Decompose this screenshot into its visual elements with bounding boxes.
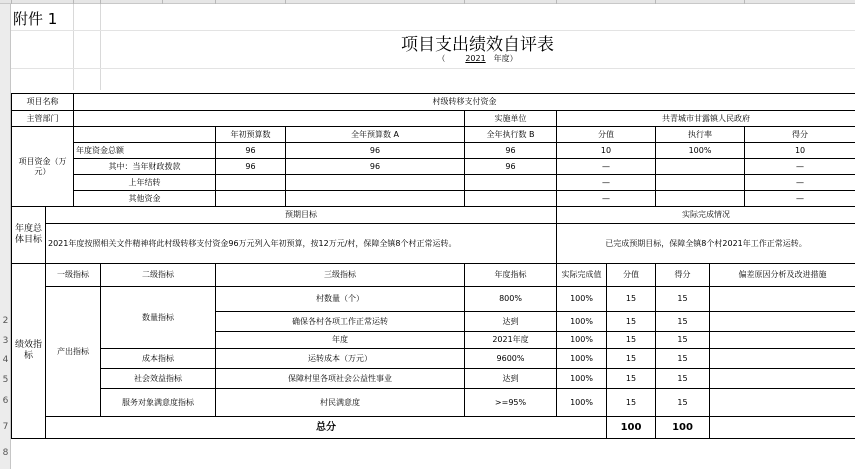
total-score-value[interactable]: 100 (607, 417, 656, 439)
annex-label: 附件 1 (13, 10, 58, 28)
funds-rate[interactable]: 100% (656, 143, 745, 159)
column-divider (655, 0, 656, 4)
funds-rate[interactable] (656, 175, 745, 191)
score-value-header: 分值 (607, 264, 656, 287)
level3-value[interactable]: 年度 (216, 332, 465, 349)
goals-row (12, 224, 855, 264)
score[interactable]: 15 (656, 349, 710, 369)
score-value[interactable]: 15 (607, 332, 656, 349)
score-header: 得分 (656, 264, 710, 287)
funds-row (12, 191, 855, 207)
row-number[interactable]: 2 (2, 316, 9, 326)
funds-header-score-value: 分值 (557, 127, 656, 143)
funds-initial[interactable]: 96 (216, 143, 286, 159)
year-value: 2021 (465, 54, 486, 63)
deviation-value[interactable] (710, 369, 855, 389)
page-title: 项目支出绩效自评表 (401, 35, 554, 55)
actual-goal-text[interactable]: 已完成预期目标，保障全镇8个村2021年工作正常运转。 (557, 224, 855, 264)
impl-unit-value[interactable]: 共青城市甘露镇人民政府 (557, 111, 855, 127)
expected-goal-text[interactable]: 2021年度按照相关文件精神将此村级转移支付资金96万元列入年初预算，按12万元/村，保障全镇8个村正常运转。 (46, 224, 557, 264)
column-divider (556, 0, 557, 4)
funds-executed[interactable]: 96 (465, 143, 557, 159)
column-divider (162, 0, 163, 4)
funds-row (12, 159, 855, 175)
actual-header: 实际完成值 (557, 264, 607, 287)
funds-header-row (12, 127, 855, 143)
level1-header: 一级指标 (46, 264, 101, 287)
column-divider (11, 0, 12, 4)
actual-value[interactable]: 100% (557, 349, 607, 369)
deviation-header: 偏差原因分析及改进措施 (710, 264, 855, 287)
funds-score[interactable]: — (745, 191, 855, 207)
actual-value[interactable]: 100% (557, 389, 607, 417)
total-score[interactable]: 100 (656, 417, 710, 439)
level3-value[interactable]: 保障村里各项社会公益性事业 (216, 369, 465, 389)
deviation-value[interactable] (710, 349, 855, 369)
funds-score-value[interactable]: — (557, 175, 656, 191)
funds-budget[interactable]: 96 (286, 143, 465, 159)
project-name-row (12, 94, 855, 111)
row-header-strip (0, 4, 11, 469)
funds-rate[interactable] (656, 191, 745, 207)
project-name-value[interactable]: 村级转移支付资金 (74, 94, 855, 111)
impl-unit-label: 实施单位 (465, 111, 557, 127)
funds-score[interactable]: — (745, 159, 855, 175)
funds-initial[interactable] (216, 175, 286, 191)
funds-header-rate: 执行率 (656, 127, 745, 143)
row-number[interactable]: 3 (2, 336, 9, 346)
level1-value: 产出指标 (46, 287, 101, 417)
funds-budget[interactable]: 96 (286, 159, 465, 175)
level3-value[interactable]: 村民满意度 (216, 389, 465, 417)
funds-row (12, 143, 855, 159)
level2-value: 成本指标 (101, 349, 216, 369)
funds-row-label: 其中：当年财政拨款 (74, 159, 216, 175)
indicator-row (12, 389, 855, 417)
score-value[interactable]: 15 (607, 369, 656, 389)
score[interactable]: 15 (656, 389, 710, 417)
row-number[interactable]: 5 (2, 375, 9, 385)
level3-value[interactable]: 确保各村各项工作正常运转 (216, 312, 465, 332)
funds-row-label: 年度资金总额 (74, 143, 216, 159)
funds-score-value[interactable]: 10 (557, 143, 656, 159)
year-suffix: 年度） (493, 54, 518, 63)
expected-goal-header: 预期目标 (46, 207, 557, 224)
actual-value[interactable]: 100% (557, 369, 607, 389)
target-header: 年度指标 (465, 264, 557, 287)
score[interactable]: 15 (656, 287, 710, 312)
target-value[interactable]: 9600% (465, 349, 557, 369)
grid-line (11, 68, 855, 69)
funds-label: 项目资金（万元） (12, 127, 74, 207)
score[interactable]: 15 (656, 332, 710, 349)
dept-row (12, 111, 855, 127)
level2-quantity: 数量指标 (101, 287, 216, 349)
goals-label: 年度总体目标 (12, 207, 46, 264)
funds-initial[interactable]: 96 (216, 159, 286, 175)
column-divider (744, 0, 745, 4)
deviation-value[interactable] (710, 287, 855, 312)
target-value[interactable]: >=95% (465, 389, 557, 417)
funds-initial[interactable] (216, 191, 286, 207)
dept-label: 主管部门 (12, 111, 74, 127)
indicator-row (12, 287, 855, 312)
actual-value[interactable]: 100% (557, 287, 607, 312)
target-value[interactable]: 800% (465, 287, 557, 312)
funds-executed[interactable] (465, 191, 557, 207)
funds-score-value[interactable]: — (557, 159, 656, 175)
score[interactable]: 15 (656, 312, 710, 332)
level2-value: 服务对象满意度指标 (101, 389, 216, 417)
column-divider (464, 0, 465, 4)
row-number[interactable]: 7 (2, 422, 9, 432)
total-row (12, 417, 855, 439)
column-divider (215, 0, 216, 4)
row-number[interactable]: 8 (2, 448, 9, 458)
funds-budget[interactable] (286, 175, 465, 191)
column-header-strip (0, 0, 855, 4)
funds-header-initial: 年初预算数 (216, 127, 286, 143)
funds-score[interactable]: 10 (745, 143, 855, 159)
deviation-value[interactable] (710, 389, 855, 417)
score-value[interactable]: 15 (607, 349, 656, 369)
funds-rate[interactable] (656, 159, 745, 175)
dept-value[interactable] (74, 111, 465, 127)
actual-value[interactable]: 100% (557, 332, 607, 349)
level3-value[interactable]: 运转成本（万元） (216, 349, 465, 369)
funds-executed[interactable] (465, 175, 557, 191)
funds-row-label: 其他资金 (74, 191, 216, 207)
target-value[interactable]: 2021年度 (465, 332, 557, 349)
funds-header-score: 得分 (745, 127, 855, 143)
target-value[interactable]: 达到 (465, 369, 557, 389)
score-value[interactable]: 15 (607, 312, 656, 332)
level2-value: 社会效益指标 (101, 369, 216, 389)
funds-row-label: 上年结转 (74, 175, 216, 191)
score-value[interactable]: 15 (607, 389, 656, 417)
score-value[interactable]: 15 (607, 287, 656, 312)
funds-executed[interactable]: 96 (465, 159, 557, 175)
actual-goal-header: 实际完成情况 (557, 207, 855, 224)
funds-budget[interactable] (286, 191, 465, 207)
funds-blank-header (74, 127, 216, 143)
funds-row (12, 175, 855, 191)
year-line (0, 53, 855, 64)
indicators-header-row (12, 264, 855, 287)
performance-table (11, 93, 855, 439)
funds-score-value[interactable]: — (557, 191, 656, 207)
project-name-label: 项目名称 (12, 94, 74, 111)
year-prefix: （ (437, 54, 446, 63)
level3-header: 三级指标 (216, 264, 465, 287)
funds-score[interactable]: — (745, 175, 855, 191)
total-deviation[interactable] (710, 417, 855, 439)
funds-header-budget: 全年预算数 A (286, 127, 465, 143)
total-label: 总分 (46, 417, 607, 439)
indicators-label: 绩效指标 (12, 264, 46, 439)
deviation-value[interactable] (710, 332, 855, 349)
level3-value[interactable]: 村数量（个） (216, 287, 465, 312)
deviation-value[interactable] (710, 312, 855, 332)
row-number[interactable]: 4 (2, 355, 9, 365)
level2-header: 二级指标 (101, 264, 216, 287)
column-divider (285, 0, 286, 4)
goals-header-row (12, 207, 855, 224)
row-number[interactable]: 6 (2, 396, 9, 406)
actual-value[interactable]: 100% (557, 312, 607, 332)
indicator-row (12, 369, 855, 389)
funds-header-executed: 全年执行数 B (465, 127, 557, 143)
score[interactable]: 15 (656, 369, 710, 389)
indicator-row (12, 349, 855, 369)
target-value[interactable]: 达到 (465, 312, 557, 332)
